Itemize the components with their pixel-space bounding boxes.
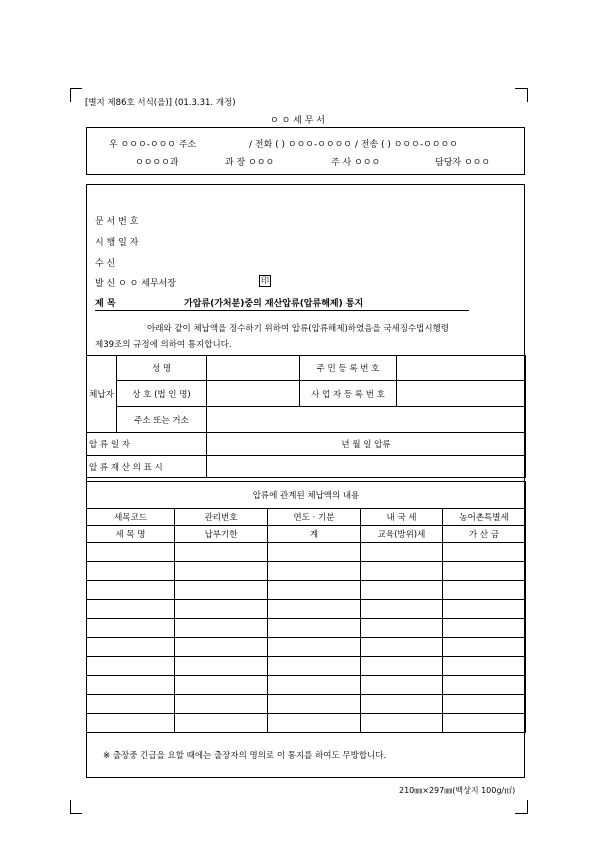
col-internal-tax: 내 국 세 — [361, 509, 443, 526]
intro-line-2: 제39조의 규정에 의하여 통지합니다. — [95, 340, 232, 350]
col-year-period: 연도 · 기분 — [268, 509, 361, 526]
address-label: 주소 또는 거소 — [117, 407, 207, 433]
resident-no-label: 주 민 등 록 번 호 — [300, 356, 397, 381]
table-cell[interactable] — [268, 581, 361, 600]
recipient-label: 수 신 — [95, 259, 116, 269]
table-cell[interactable] — [87, 581, 175, 600]
business-no-label: 사 업 자 등 록 번 호 — [300, 381, 397, 407]
notice-body-box — [86, 184, 525, 778]
subject-underline — [95, 310, 469, 311]
seal-mark: 印 — [261, 276, 269, 285]
table-cell[interactable] — [175, 600, 268, 619]
col-penalty: 가 산 금 — [443, 526, 526, 543]
table-row — [87, 562, 526, 581]
sender-label: 발 신 ㅇ ㅇ 세무서장 — [95, 279, 176, 289]
office-header-box — [86, 127, 525, 175]
table-cell[interactable] — [175, 562, 268, 581]
table-row — [87, 600, 526, 619]
table-cell[interactable] — [175, 657, 268, 676]
table-cell[interactable] — [443, 619, 526, 638]
col-education-tax: 교육(방위)세 — [361, 526, 443, 543]
table-cell[interactable] — [361, 714, 443, 733]
table-row — [87, 638, 526, 657]
office-title: ㅇ ㅇ 세 무 서 — [270, 116, 325, 126]
table-cell[interactable] — [87, 695, 175, 714]
table-cell[interactable] — [443, 657, 526, 676]
table-cell[interactable] — [443, 676, 526, 695]
address-value[interactable] — [207, 407, 526, 433]
crop-mark-bl — [70, 800, 71, 814]
table-cell[interactable] — [175, 619, 268, 638]
seizure-date-label: 압 류 일 자 — [87, 433, 207, 456]
table-cell[interactable] — [361, 638, 443, 657]
postal-address: 우 ㅇㅇㅇ-ㅇㅇㅇ 주소 — [109, 140, 197, 150]
seizure-date-value[interactable]: 년 월 일 압류 — [207, 433, 526, 456]
doc-number-label: 문 서 번 호 — [95, 217, 139, 227]
table-cell[interactable] — [175, 676, 268, 695]
taxpayer-group-label: 체납자 — [87, 356, 117, 433]
phone-fax: / 전화 ( ) ㅇㅇㅇ-ㅇㅇㅇㅇ / 전송 ( ) ㅇㅇㅇ-ㅇㅇㅇㅇ — [249, 140, 458, 150]
department: ㅇㅇㅇㅇ과 — [135, 158, 179, 168]
table-cell[interactable] — [175, 695, 268, 714]
table-cell[interactable] — [361, 676, 443, 695]
col-total: 계 — [268, 526, 361, 543]
table-cell[interactable] — [175, 638, 268, 657]
person-in-charge: 담당자 ㅇㅇㅇ — [435, 158, 491, 168]
footnote: ※ 출장중 긴급을 요할 때에는 출장자의 명의로 이 통지를 하여도 무방합니다. — [103, 751, 387, 761]
table-cell[interactable] — [87, 657, 175, 676]
table-row — [87, 619, 526, 638]
table-cell[interactable] — [268, 695, 361, 714]
table-cell[interactable] — [268, 543, 361, 562]
col-rural-special-tax: 농어촌특별세 — [443, 509, 526, 526]
table-cell[interactable] — [268, 714, 361, 733]
table-cell[interactable] — [361, 657, 443, 676]
table-cell[interactable] — [175, 714, 268, 733]
exec-date-label: 시 행 일 자 — [95, 238, 139, 248]
seized-property-label: 압 류 재 산 의 표 시 — [87, 456, 207, 478]
table-cell[interactable] — [87, 543, 175, 562]
paper-size-note: 210㎜×297㎜(백상지 100g/㎡) — [399, 786, 516, 795]
resident-no-value[interactable] — [397, 356, 526, 381]
table-cell[interactable] — [361, 562, 443, 581]
seized-property-value[interactable] — [207, 456, 526, 478]
trade-name-label: 상 호 (법 인 명) — [117, 381, 207, 407]
crop-mark-br — [515, 813, 527, 814]
subject-text: 가압류(가처분)중의 재산압류(압류해제) 통지 — [184, 299, 364, 309]
col-tax-code: 세목코드 — [87, 509, 175, 526]
table-cell[interactable] — [87, 562, 175, 581]
crop-mark-bl — [70, 813, 82, 814]
table-cell[interactable] — [361, 600, 443, 619]
officer: 주 사 ㅇㅇㅇ — [331, 158, 381, 168]
taxpayer-table — [86, 355, 526, 478]
table-cell[interactable] — [361, 543, 443, 562]
table-cell[interactable] — [268, 676, 361, 695]
table-cell[interactable] — [443, 562, 526, 581]
table-cell[interactable] — [268, 638, 361, 657]
trade-name-value[interactable] — [207, 381, 300, 407]
table-cell[interactable] — [361, 695, 443, 714]
table-cell[interactable] — [443, 638, 526, 657]
table-cell[interactable] — [443, 600, 526, 619]
col-management-no: 관리번호 — [175, 509, 268, 526]
table-cell[interactable] — [87, 619, 175, 638]
table-cell[interactable] — [361, 581, 443, 600]
detail-title: 압류에 관계된 체납액의 내용 — [87, 482, 526, 509]
table-cell[interactable] — [443, 581, 526, 600]
table-cell[interactable] — [87, 600, 175, 619]
table-row — [87, 543, 526, 562]
table-cell[interactable] — [87, 676, 175, 695]
table-cell[interactable] — [443, 714, 526, 733]
subject-label: 제 목 — [95, 299, 116, 309]
col-due-date: 납부기한 — [175, 526, 268, 543]
table-cell[interactable] — [87, 638, 175, 657]
table-row — [87, 714, 526, 733]
table-cell[interactable] — [87, 714, 175, 733]
table-row — [87, 676, 526, 695]
table-cell[interactable] — [268, 619, 361, 638]
crop-mark-tl — [70, 88, 82, 89]
crop-mark-tl — [70, 88, 71, 102]
table-cell[interactable] — [175, 543, 268, 562]
crop-mark-tr — [515, 88, 527, 89]
table-cell[interactable] — [268, 600, 361, 619]
table-cell[interactable] — [361, 619, 443, 638]
name-label: 성 명 — [117, 356, 207, 381]
table-cell[interactable] — [268, 562, 361, 581]
col-tax-name: 세 목 명 — [87, 526, 175, 543]
crop-mark-br — [527, 800, 528, 814]
table-row — [87, 657, 526, 676]
business-no-value[interactable] — [397, 381, 526, 407]
intro-line-1: 아래와 같이 체납액을 징수하기 위하여 압류(압류해제)하였음을 국세징수법시행령 — [147, 324, 450, 334]
arrears-detail-table — [86, 481, 526, 733]
section-chief: 과 장 ㅇㅇㅇ — [225, 158, 275, 168]
table-row — [87, 695, 526, 714]
table-row — [87, 581, 526, 600]
form-reference: [별지 제86호 서식(을)] (01.3.31. 개정) — [85, 98, 236, 108]
name-value[interactable] — [207, 356, 300, 381]
table-cell[interactable] — [268, 657, 361, 676]
table-cell[interactable] — [175, 581, 268, 600]
crop-mark-tr — [527, 88, 528, 102]
table-cell[interactable] — [443, 695, 526, 714]
table-cell[interactable] — [443, 543, 526, 562]
